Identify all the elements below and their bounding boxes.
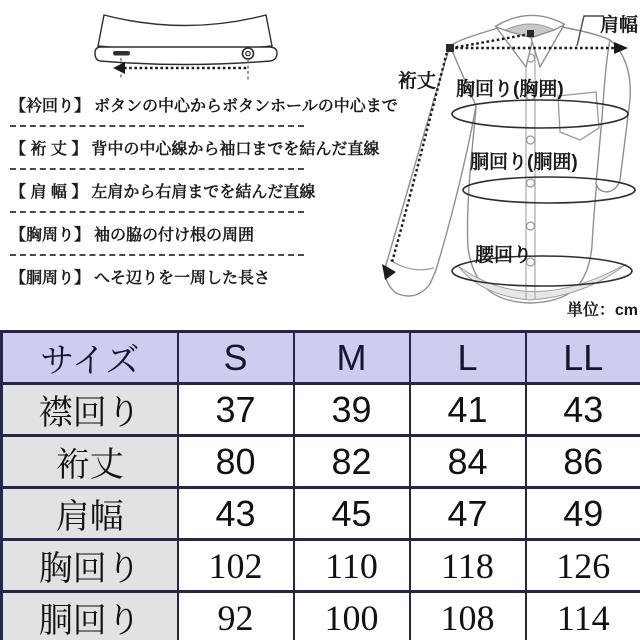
size-value: 37 [178, 384, 294, 436]
size-value: 45 [294, 488, 410, 540]
collar-diagram-icon [90, 6, 282, 86]
definition-text: 袖の脇の付け根の周囲 [94, 227, 255, 244]
table-row-shoulder [2, 488, 640, 540]
arrow-left-icon [113, 62, 125, 74]
size-col-m: M [294, 332, 410, 384]
size-table-title-cell: サイズ [2, 332, 178, 384]
definition-term: 【胴周り】 [10, 270, 91, 287]
size-col-l: L [410, 332, 526, 384]
size-value: 82 [294, 436, 410, 488]
table-row-chest [2, 540, 640, 592]
row-label: 襟回り [2, 384, 178, 436]
definition-term: 【 裄 丈 】 [10, 141, 88, 158]
size-value: 41 [410, 384, 526, 436]
definition-term: 【胸周り】 [10, 227, 91, 244]
button-icon [243, 48, 254, 59]
size-value: 80 [178, 436, 294, 488]
size-value: 47 [410, 488, 526, 540]
size-value: 39 [294, 384, 410, 436]
size-table-header-row [2, 332, 640, 384]
buttonhole-icon [113, 51, 130, 56]
size-value: 118 [410, 540, 526, 592]
shirt-diagram [378, 0, 640, 328]
size-value: 100 [294, 592, 410, 640]
definition-text: 左肩から右肩までを結んだ直線 [91, 184, 316, 201]
size-value: 102 [178, 540, 294, 592]
row-label: 肩幅 [2, 488, 178, 540]
size-value: 86 [526, 436, 640, 488]
hip-girth-label: 腰回り [475, 245, 533, 266]
definition-term: 【衿回り】 [10, 98, 91, 115]
table-row-collar [2, 384, 640, 436]
row-label: 胴回り [2, 592, 178, 640]
size-col-s: S [178, 332, 294, 384]
size-value: 108 [410, 592, 526, 640]
definition-chest [10, 213, 382, 254]
definition-text: 背中の中心線から袖口までを結んだ直線 [91, 141, 380, 158]
row-label: 裄丈 [2, 436, 178, 488]
table-row-sleeve [2, 436, 640, 488]
definition-shoulder [10, 170, 382, 211]
definition-sleeve [10, 127, 382, 168]
chest-girth-label: 胸回り(胸囲) [456, 79, 564, 100]
size-value: 43 [178, 488, 294, 540]
definition-term: 【 肩 幅 】 [10, 184, 88, 201]
size-table [0, 330, 640, 640]
row-label: 胸回り [2, 540, 178, 592]
table-row-waist [2, 592, 640, 640]
unit-note: 単位：cm [566, 302, 638, 319]
size-value: 43 [526, 384, 640, 436]
size-value: 110 [294, 540, 410, 592]
sleeve-length-label: 裄丈 [398, 71, 437, 92]
definition-text: ボタンの中心からボタンホールの中心まで [94, 98, 398, 115]
waist-girth-label: 胴回り(胴囲) [470, 152, 578, 173]
definition-text: へそ辺りを一周した長さ [94, 270, 271, 287]
size-value: 84 [410, 436, 526, 488]
measurement-definitions [10, 84, 398, 297]
size-value: 126 [526, 540, 640, 592]
definition-waist [10, 256, 382, 297]
definition-collar [10, 84, 398, 125]
size-col-ll: LL [526, 332, 640, 384]
size-value: 114 [526, 592, 640, 640]
shoulder-width-label: 肩幅 [600, 15, 639, 36]
size-value: 49 [526, 488, 640, 540]
size-value: 92 [178, 592, 294, 640]
